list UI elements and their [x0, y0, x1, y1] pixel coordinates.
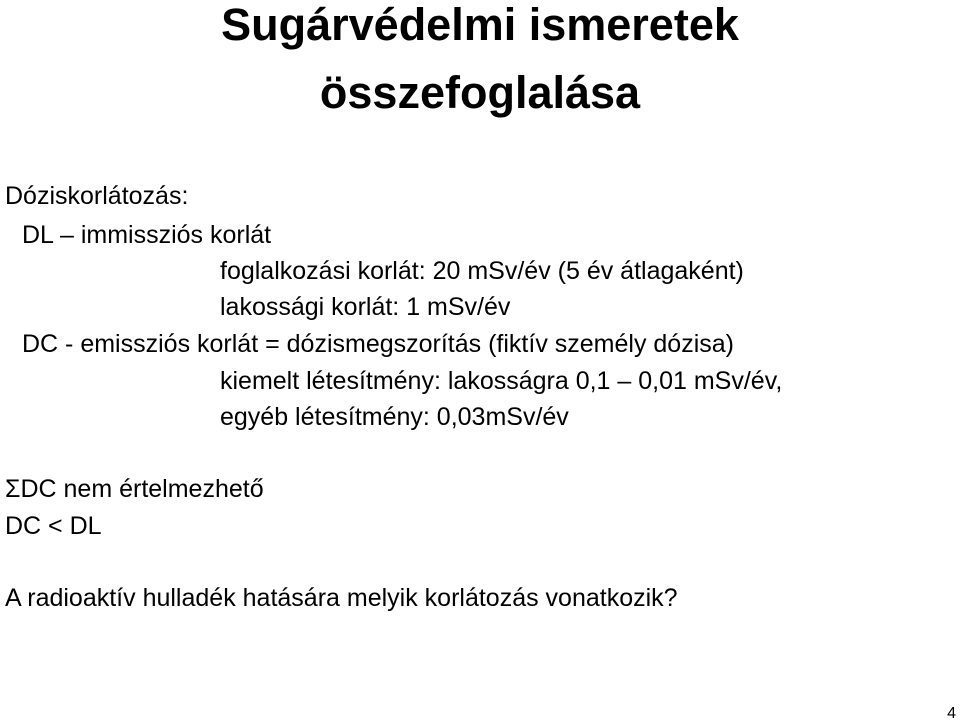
other-facility-limit: egyéb létesítmény: 0,03mSv/év — [220, 403, 569, 431]
public-limit: lakossági korlát: 1 mSv/év — [220, 293, 511, 321]
dl-immission-limit: DL – immissziós korlát — [22, 221, 272, 249]
page-number: 4 — [947, 705, 956, 722]
occupational-limit: foglalkozási korlát: 20 mSv/év (5 év átlagaként) — [220, 257, 744, 285]
dc-emission-limit: DC - emissziós korlát = dózismegszorítás (fiktív személy dózisa) — [22, 330, 734, 358]
dose-limitation-heading: Dóziskorlátozás: — [5, 182, 189, 210]
question: A radioaktív hulladék hatására melyik korlátozás vonatkozik? — [5, 584, 678, 612]
dc-less-than-dl: DC < DL — [5, 512, 102, 540]
slide-title-line-2: összefoglalása — [319, 67, 641, 118]
sum-dc-note: ΣDC nem értelmezhető — [5, 475, 264, 503]
slide-title-line-1: Sugárvédelmi ismeretek — [221, 0, 739, 50]
special-facility-limit: kiemelt létesítmény: lakosságra 0,1 – 0,01 mSv/év, — [220, 367, 783, 395]
